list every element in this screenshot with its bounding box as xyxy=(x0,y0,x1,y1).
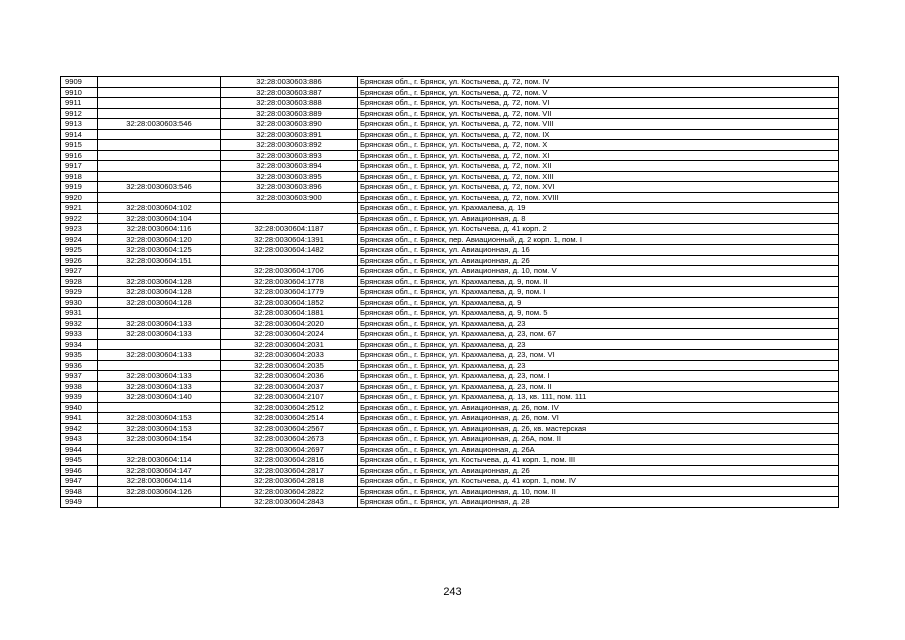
address-cell: Брянская обл., г. Брянск, ул. Крахмалева, д. 23 xyxy=(358,339,839,350)
table-row xyxy=(61,266,839,277)
table-row xyxy=(61,339,839,350)
row-number-cell: 9946 xyxy=(61,465,98,476)
row-number-cell: 9924 xyxy=(61,234,98,245)
table-row xyxy=(61,182,839,193)
table-row xyxy=(61,98,839,109)
table-row xyxy=(61,171,839,182)
table-row xyxy=(61,297,839,308)
cadastral-number-cell: 32:28:0030604:1187 xyxy=(221,224,358,235)
old-cadastral-number-cell xyxy=(98,161,221,172)
row-number-cell: 9939 xyxy=(61,392,98,403)
row-number-cell: 9932 xyxy=(61,318,98,329)
cadastral-number-cell: 32:28:0030603:888 xyxy=(221,98,358,109)
table-row xyxy=(61,318,839,329)
old-cadastral-number-cell: 32:28:0030604:133 xyxy=(98,381,221,392)
cadastral-number-cell: 32:28:0030604:2567 xyxy=(221,423,358,434)
address-cell: Брянская обл., г. Брянск, ул. Крахмалева, д. 23 xyxy=(358,318,839,329)
old-cadastral-number-cell: 32:28:0030604:102 xyxy=(98,203,221,214)
row-number-cell: 9921 xyxy=(61,203,98,214)
row-number-cell: 9922 xyxy=(61,213,98,224)
old-cadastral-number-cell: 32:28:0030604:128 xyxy=(98,276,221,287)
table-row xyxy=(61,77,839,88)
table-row xyxy=(61,245,839,256)
old-cadastral-number-cell: 32:28:0030604:151 xyxy=(98,255,221,266)
cadastral-number-cell: 32:28:0030603:892 xyxy=(221,140,358,151)
old-cadastral-number-cell: 32:28:0030604:153 xyxy=(98,413,221,424)
old-cadastral-number-cell: 32:28:0030604:120 xyxy=(98,234,221,245)
old-cadastral-number-cell xyxy=(98,150,221,161)
cadastral-number-cell: 32:28:0030604:1706 xyxy=(221,266,358,277)
cadastral-number-cell: 32:28:0030603:896 xyxy=(221,182,358,193)
cadastral-number-cell: 32:28:0030604:2817 xyxy=(221,465,358,476)
old-cadastral-number-cell xyxy=(98,129,221,140)
old-cadastral-number-cell xyxy=(98,308,221,319)
row-number-cell: 9913 xyxy=(61,119,98,130)
old-cadastral-number-cell: 32:28:0030604:147 xyxy=(98,465,221,476)
table-row xyxy=(61,161,839,172)
cadastral-number-cell: 32:28:0030604:2514 xyxy=(221,413,358,424)
cadastral-number-cell: 32:28:0030604:2822 xyxy=(221,486,358,497)
address-cell: Брянская обл., г. Брянск, ул. Авиационная, д. 26, кв. мастерская xyxy=(358,423,839,434)
cadastral-number-cell: 32:28:0030603:895 xyxy=(221,171,358,182)
table-row xyxy=(61,234,839,245)
address-cell: Брянская обл., г. Брянск, ул. Крахмалева, д. 9, пом. I xyxy=(358,287,839,298)
row-number-cell: 9923 xyxy=(61,224,98,235)
row-number-cell: 9935 xyxy=(61,350,98,361)
cadastral-number-cell: 32:28:0030603:890 xyxy=(221,119,358,130)
address-cell: Брянская обл., г. Брянск, ул. Авиационная, д. 26А xyxy=(358,444,839,455)
old-cadastral-number-cell: 32:28:0030604:128 xyxy=(98,297,221,308)
table-row xyxy=(61,255,839,266)
cadastral-number-cell: 32:28:0030604:2035 xyxy=(221,360,358,371)
cadastral-number-cell: 32:28:0030603:893 xyxy=(221,150,358,161)
row-number-cell: 9940 xyxy=(61,402,98,413)
cadastral-number-cell: 32:28:0030604:2843 xyxy=(221,497,358,508)
cadastral-number-cell: 32:28:0030604:2512 xyxy=(221,402,358,413)
row-number-cell: 9916 xyxy=(61,150,98,161)
cadastral-number-cell: 32:28:0030604:2818 xyxy=(221,476,358,487)
cadastral-number-cell: 32:28:0030603:894 xyxy=(221,161,358,172)
address-cell: Брянская обл., г. Брянск, пер. Авиационный, д. 2 корп. 1, пом. I xyxy=(358,234,839,245)
cadastral-number-cell: 32:28:0030604:2020 xyxy=(221,318,358,329)
row-number-cell: 9929 xyxy=(61,287,98,298)
old-cadastral-number-cell xyxy=(98,360,221,371)
address-cell: Брянская обл., г. Брянск, ул. Авиационная, д. 8 xyxy=(358,213,839,224)
table-row xyxy=(61,413,839,424)
table-row xyxy=(61,329,839,340)
address-cell: Брянская обл., г. Брянск, ул. Авиационная, д. 26А, пом. II xyxy=(358,434,839,445)
row-number-cell: 9941 xyxy=(61,413,98,424)
address-cell: Брянская обл., г. Брянск, ул. Крахмалева, д. 23, пом. I xyxy=(358,371,839,382)
cadastral-number-cell: 32:28:0030604:2673 xyxy=(221,434,358,445)
cadastral-number-cell: 32:28:0030604:2107 xyxy=(221,392,358,403)
table-row xyxy=(61,392,839,403)
old-cadastral-number-cell: 32:28:0030603:546 xyxy=(98,182,221,193)
table-row xyxy=(61,140,839,151)
row-number-cell: 9919 xyxy=(61,182,98,193)
row-number-cell: 9942 xyxy=(61,423,98,434)
old-cadastral-number-cell: 32:28:0030603:546 xyxy=(98,119,221,130)
cadastral-number-cell: 32:28:0030603:887 xyxy=(221,87,358,98)
cadastral-number-cell xyxy=(221,255,358,266)
address-cell: Брянская обл., г. Брянск, ул. Костычева, д. 72, пом. VIII xyxy=(358,119,839,130)
cadastral-number-cell: 32:28:0030604:2033 xyxy=(221,350,358,361)
address-cell: Брянская обл., г. Брянск, ул. Костычева, д. 72, пом. IV xyxy=(358,77,839,88)
row-number-cell: 9938 xyxy=(61,381,98,392)
old-cadastral-number-cell xyxy=(98,402,221,413)
row-number-cell: 9912 xyxy=(61,108,98,119)
cadastral-number-cell xyxy=(221,213,358,224)
table-row xyxy=(61,455,839,466)
address-cell: Брянская обл., г. Брянск, ул. Костычева, д. 72, пом. XVI xyxy=(358,182,839,193)
cadastral-number-cell xyxy=(221,203,358,214)
row-number-cell: 9926 xyxy=(61,255,98,266)
cadastral-number-cell: 32:28:0030604:1482 xyxy=(221,245,358,256)
table-row xyxy=(61,203,839,214)
old-cadastral-number-cell xyxy=(98,87,221,98)
registry-table xyxy=(60,76,839,508)
table-row xyxy=(61,402,839,413)
row-number-cell: 9917 xyxy=(61,161,98,172)
address-cell: Брянская обл., г. Брянск, ул. Авиационная, д. 10, пом. II xyxy=(358,486,839,497)
address-cell: Брянская обл., г. Брянск, ул. Костычева, д. 72, пом. X xyxy=(358,140,839,151)
row-number-cell: 9914 xyxy=(61,129,98,140)
row-number-cell: 9911 xyxy=(61,98,98,109)
table-row xyxy=(61,87,839,98)
address-cell: Брянская обл., г. Брянск, ул. Крахмалева, д. 23, пом. 67 xyxy=(358,329,839,340)
cadastral-number-cell: 32:28:0030604:2024 xyxy=(221,329,358,340)
row-number-cell: 9937 xyxy=(61,371,98,382)
table-row xyxy=(61,444,839,455)
address-cell: Брянская обл., г. Брянск, ул. Авиационная, д. 16 xyxy=(358,245,839,256)
table-row xyxy=(61,129,839,140)
old-cadastral-number-cell: 32:28:0030604:104 xyxy=(98,213,221,224)
address-cell: Брянская обл., г. Брянск, ул. Костычева, д. 72, пом. VII xyxy=(358,108,839,119)
table-row xyxy=(61,423,839,434)
row-number-cell: 9915 xyxy=(61,140,98,151)
cadastral-number-cell: 32:28:0030603:891 xyxy=(221,129,358,140)
address-cell: Брянская обл., г. Брянск, ул. Авиационная, д. 26, пом. IV xyxy=(358,402,839,413)
cadastral-number-cell: 32:28:0030603:889 xyxy=(221,108,358,119)
address-cell: Брянская обл., г. Брянск, ул. Крахмалева, д. 9, пом. 5 xyxy=(358,308,839,319)
row-number-cell: 9920 xyxy=(61,192,98,203)
row-number-cell: 9928 xyxy=(61,276,98,287)
address-cell: Брянская обл., г. Брянск, ул. Крахмалева, д. 9 xyxy=(358,297,839,308)
cadastral-number-cell: 32:28:0030604:1852 xyxy=(221,297,358,308)
old-cadastral-number-cell: 32:28:0030604:133 xyxy=(98,371,221,382)
table-row xyxy=(61,350,839,361)
page-number: 243 xyxy=(443,586,462,598)
row-number-cell: 9909 xyxy=(61,77,98,88)
registry-table-body xyxy=(61,77,839,508)
old-cadastral-number-cell: 32:28:0030604:153 xyxy=(98,423,221,434)
address-cell: Брянская обл., г. Брянск, ул. Крахмалева, д. 23, пом. II xyxy=(358,381,839,392)
cadastral-number-cell: 32:28:0030604:2036 xyxy=(221,371,358,382)
old-cadastral-number-cell: 32:28:0030604:126 xyxy=(98,486,221,497)
old-cadastral-number-cell: 32:28:0030604:154 xyxy=(98,434,221,445)
row-number-cell: 9927 xyxy=(61,266,98,277)
old-cadastral-number-cell: 32:28:0030604:140 xyxy=(98,392,221,403)
table-row xyxy=(61,213,839,224)
table-row xyxy=(61,308,839,319)
old-cadastral-number-cell xyxy=(98,171,221,182)
old-cadastral-number-cell xyxy=(98,444,221,455)
table-row xyxy=(61,381,839,392)
old-cadastral-number-cell: 32:28:0030604:114 xyxy=(98,476,221,487)
address-cell: Брянская обл., г. Брянск, ул. Авиационная, д. 26 xyxy=(358,465,839,476)
old-cadastral-number-cell xyxy=(98,339,221,350)
row-number-cell: 9931 xyxy=(61,308,98,319)
address-cell: Брянская обл., г. Брянск, ул. Авиационная, д. 26 xyxy=(358,255,839,266)
address-cell: Брянская обл., г. Брянск, ул. Авиационная, д. 10, пом. V xyxy=(358,266,839,277)
old-cadastral-number-cell: 32:28:0030604:114 xyxy=(98,455,221,466)
address-cell: Брянская обл., г. Брянск, ул. Крахмалева, д. 19 xyxy=(358,203,839,214)
old-cadastral-number-cell xyxy=(98,266,221,277)
cadastral-number-cell: 32:28:0030604:2816 xyxy=(221,455,358,466)
table-row xyxy=(61,371,839,382)
cadastral-number-cell: 32:28:0030604:2031 xyxy=(221,339,358,350)
old-cadastral-number-cell: 32:28:0030604:125 xyxy=(98,245,221,256)
table-row xyxy=(61,476,839,487)
address-cell: Брянская обл., г. Брянск, ул. Крахмалева, д. 23, пом. VI xyxy=(358,350,839,361)
address-cell: Брянская обл., г. Брянск, ул. Костычева, д. 72, пом. XIII xyxy=(358,171,839,182)
row-number-cell: 9943 xyxy=(61,434,98,445)
cadastral-number-cell: 32:28:0030604:2037 xyxy=(221,381,358,392)
address-cell: Брянская обл., г. Брянск, ул. Костычева, д. 72, пом. V xyxy=(358,87,839,98)
address-cell: Брянская обл., г. Брянск, ул. Костычева, д. 72, пом. XVIII xyxy=(358,192,839,203)
table-row xyxy=(61,497,839,508)
row-number-cell: 9936 xyxy=(61,360,98,371)
old-cadastral-number-cell: 32:28:0030604:133 xyxy=(98,329,221,340)
table-row xyxy=(61,224,839,235)
table-row xyxy=(61,486,839,497)
old-cadastral-number-cell xyxy=(98,77,221,88)
table-row xyxy=(61,108,839,119)
address-cell: Брянская обл., г. Брянск, ул. Авиационная, д. 26, пом. VI xyxy=(358,413,839,424)
address-cell: Брянская обл., г. Брянск, ул. Костычева, д. 41 корп. 1, пом. IV xyxy=(358,476,839,487)
address-cell: Брянская обл., г. Брянск, ул. Крахмалева, д. 23 xyxy=(358,360,839,371)
address-cell: Брянская обл., г. Брянск, ул. Крахмалева, д. 13, кв. 111, пом. 111 xyxy=(358,392,839,403)
old-cadastral-number-cell xyxy=(98,140,221,151)
address-cell: Брянская обл., г. Брянск, ул. Костычева, д. 72, пом. IX xyxy=(358,129,839,140)
row-number-cell: 9930 xyxy=(61,297,98,308)
cadastral-number-cell: 32:28:0030604:1779 xyxy=(221,287,358,298)
table-row xyxy=(61,360,839,371)
address-cell: Брянская обл., г. Брянск, ул. Костычева, д. 41 корп. 1, пом. III xyxy=(358,455,839,466)
cadastral-number-cell: 32:28:0030604:1391 xyxy=(221,234,358,245)
address-cell: Брянская обл., г. Брянск, ул. Костычева, д. 41 корп. 2 xyxy=(358,224,839,235)
cadastral-number-cell: 32:28:0030604:2697 xyxy=(221,444,358,455)
old-cadastral-number-cell xyxy=(98,497,221,508)
address-cell: Брянская обл., г. Брянск, ул. Авиационная, д. 28 xyxy=(358,497,839,508)
old-cadastral-number-cell: 32:28:0030604:133 xyxy=(98,318,221,329)
old-cadastral-number-cell: 32:28:0030604:116 xyxy=(98,224,221,235)
row-number-cell: 9949 xyxy=(61,497,98,508)
table-row xyxy=(61,434,839,445)
cadastral-number-cell: 32:28:0030603:886 xyxy=(221,77,358,88)
row-number-cell: 9945 xyxy=(61,455,98,466)
cadastral-number-cell: 32:28:0030604:1881 xyxy=(221,308,358,319)
old-cadastral-number-cell: 32:28:0030604:128 xyxy=(98,287,221,298)
row-number-cell: 9933 xyxy=(61,329,98,340)
table-row xyxy=(61,465,839,476)
row-number-cell: 9944 xyxy=(61,444,98,455)
row-number-cell: 9948 xyxy=(61,486,98,497)
table-row xyxy=(61,119,839,130)
row-number-cell: 9925 xyxy=(61,245,98,256)
cadastral-number-cell: 32:28:0030603:900 xyxy=(221,192,358,203)
row-number-cell: 9947 xyxy=(61,476,98,487)
old-cadastral-number-cell xyxy=(98,98,221,109)
table-row xyxy=(61,276,839,287)
old-cadastral-number-cell xyxy=(98,108,221,119)
address-cell: Брянская обл., г. Брянск, ул. Костычева, д. 72, пом. XI xyxy=(358,150,839,161)
address-cell: Брянская обл., г. Брянск, ул. Крахмалева, д. 9, пом. II xyxy=(358,276,839,287)
row-number-cell: 9918 xyxy=(61,171,98,182)
address-cell: Брянская обл., г. Брянск, ул. Костычева, д. 72, пом. XII xyxy=(358,161,839,172)
table-row xyxy=(61,150,839,161)
old-cadastral-number-cell: 32:28:0030604:133 xyxy=(98,350,221,361)
row-number-cell: 9934 xyxy=(61,339,98,350)
table-row xyxy=(61,287,839,298)
old-cadastral-number-cell xyxy=(98,192,221,203)
row-number-cell: 9910 xyxy=(61,87,98,98)
cadastral-number-cell: 32:28:0030604:1778 xyxy=(221,276,358,287)
address-cell: Брянская обл., г. Брянск, ул. Костычева, д. 72, пом. VI xyxy=(358,98,839,109)
table-row xyxy=(61,192,839,203)
